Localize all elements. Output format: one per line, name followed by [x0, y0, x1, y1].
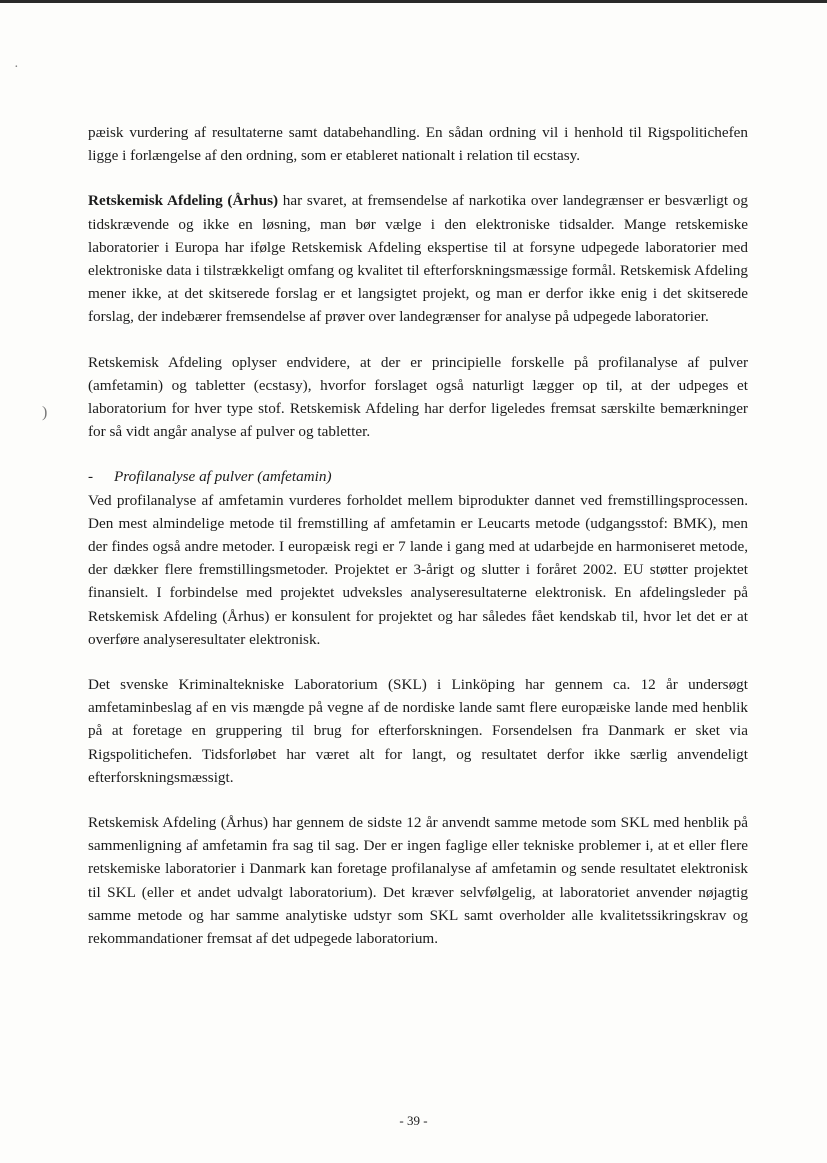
top-scan-rule [0, 0, 827, 3]
paragraph-3: Retskemisk Afdeling oplyser endvidere, at der er principielle forskelle på profilanalyse af pulver (amfetamin) og tabletter (ecstasy), hvorfor forslaget også naturligt lægger op til, at der udpeges et laboratorium for hver type stof. Retskemisk Afdeling har derfor ligeledes fremsat særskilte bemærkninger for så vidt angår analyse af pulver og tabletter. [88, 353, 748, 441]
section-heading-text: Profilanalyse af pulver (amfetamin) [114, 468, 332, 486]
section-paragraph-1: Ved profilanalyse af amfetamin vurderes forholdet mellem biprodukter dannet ved fremstillingsprocessen. Den mest almindelige metode til fremstilling af amfetamin er Leucarts metode (udgangsstof: BMK), men der findes også andre metoder. I europæisk regi er 7 lande i gang med at udarbejde en harmoniseret metode, der dækker flere fremstillingsmetoder. Projektet er 3-årigt og slutter i foråret 2002. EU støtter projektet finansielt. I forbindelse med projektet udveksles analyseresultaterne elektronisk. En afdelingsleder på Retskemisk Afdeling (Århus) er konsulent for projektet og har således fået kendskab til, hvor let det er at overføre analyseresultater elektronisk. [88, 491, 748, 648]
section-heading [88, 465, 748, 488]
paragraph-2 [88, 189, 748, 328]
paragraph-1: pæisk vurdering af resultaterne samt databehandling. En sådan ordning vil i henhold til Rigspolitichefen ligge i forlængelse af den ordning, som er etableret nationalt i relation til ecstasy. [88, 124, 748, 165]
scan-bracket-mark: ) [42, 404, 48, 421]
scan-speck: · [14, 60, 19, 75]
section-dash: - [88, 468, 94, 486]
paragraph-2-bold-lead: Retskemisk Afdeling (Århus) [88, 192, 279, 210]
section-paragraph-2: Det svenske Kriminaltekniske Laboratorium (SKL) i Linköping har gennem ca. 12 år undersøgt amfetaminbeslag af en vis mængde på vegne af de nordiske lande samt flere europæiske lande med henblik på at foretage en gruppering til brug for efterforskningen. Forsendelsen fra Danmark er sket via Rigspolitichefen. Tidsforløbet har været alt for langt, og resultatet derfor ikke særlig anvendeligt efterforskningsmæssigt. [88, 676, 748, 786]
document-body [88, 121, 748, 950]
section-paragraph-3: Retskemisk Afdeling (Århus) har gennem de sidste 12 år anvendt samme metode som SKL med henblik på sammenligning af amfetamin fra sag til sag. Der er ingen faglige eller tekniske problemer i, at et eller flere retskemiske laboratorier i Danmark kan foretage profilanalyse af amfetamin og sende resultatet elektronisk til SKL (eller et andet udvalgt laboratorium). Det kræver selvfølgelig, at laboratoriet anvender nøjagtig samme metode og har samme analytiske udstyr som SKL samt overholder alle kvalitetssikringskrav og rekommandationer fremsat af det udpegede laboratorium. [88, 814, 748, 948]
page-number: - 39 - [399, 1113, 428, 1128]
paragraph-2-text: har svaret, at fremsendelse af narkotika over landegrænser er besværligt og tidskrævende og ikke en løsning, man bør vælge i den elektroniske tidsalder. Mange retskemiske laboratorier i Europa har ifølge Retskemisk Afdeling ekspertise til at forsyne udpegede laboratorier med elektroniske data i tilstrækkeligt omfang og kvalitet til efterforskningsmæssige formål. Retskemisk Afdeling mener ikke, at det skitserede forslag er et langsigtet projekt, og man er derfor ikke enig i det skitserede forslag, der indebærer fremsendelse af prøver over landegrænser for analyse på udpegede laboratorier. [88, 192, 748, 326]
